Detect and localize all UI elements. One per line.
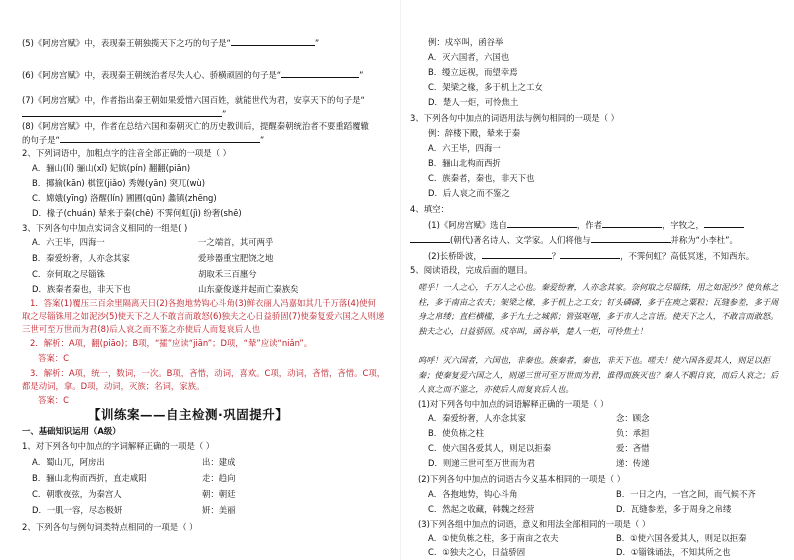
passage-paragraph-2: 呜呼！灭六国者，六国也，非秦也。族秦者，秦也，非天下也。嗟夫！使六国各爱其人，则足以拒秦；使秦复爱六国之人，则递三世可至万世而为君，谁得而族灭也？秦人不暇自哀，而后人哀之；后人哀之而不鉴之，亦使后人而复哀后人也。 <box>418 355 779 394</box>
question-7: (7)《阿房宫赋》中，作者指出秦王朝如果爱惜六国百姓，就能世代为君，安享天下的句子是“ <box>22 95 365 105</box>
s3-option-c: C．①独夫之心，日益骄固 <box>428 547 526 557</box>
q2-option-b: B．揶揄(kān) 棋筐(jiǎo) 秀嫚(yān) 突兀(wù) <box>32 178 205 188</box>
question-3-stem: 3、下列各句中加点实词含义相同的一组是( ) <box>22 223 188 233</box>
question-8: (8)《阿房宫赋》中，作者在总结六国和秦朝灭亡的历史教训后，提醒秦朝统治者不要重蹈覆辙 <box>22 121 369 131</box>
t1-option-d-gloss: 妍：美丽 <box>202 505 236 515</box>
answer-1-line-2: 取之尽锱铢用之如泥沙(5)使天下之人不敢言而敢怒(6)独夫之心日益骄固(7)使秦复爱六国之人则递 <box>22 311 385 321</box>
q3-option-d: D．族秦者秦也，非天下也 <box>32 284 131 294</box>
passage-paragraph-1: 嗟乎！一人之心，千万人之心也。秦爱纷奢，人亦念其家。奈何取之尽锱铢，用之如泥沙？使负栋之柱，多于南亩之农夫；架梁之椽，多于机上之工女；钉头磷磷，多于在庾之粟粒；瓦缝参差，多于周身之帛缕；直栏横槛，多于九土之城郭；管弦呕哑，多于市人之言语。使天下之人，不敢言而敢怒。独夫之心，日益骄固。戍卒叫，函谷举，楚人一炬，可怜焦土！ <box>418 282 779 336</box>
answer-1-line-3: 三世可至万世而为君(8)后人哀之而不鉴之亦使后人而复哀后人也 <box>22 324 260 334</box>
r3-option-b: B．骊山北构而西折 <box>428 158 501 168</box>
t1-option-a: A．蜀山兀，阿房出 <box>32 457 105 467</box>
s3-option-b: B．①使六国各爱其人，则足以拒秦 <box>616 533 747 543</box>
s2-option-c: C．然起之收藏，韩魏之经营 <box>428 504 535 514</box>
answer-3-result: 答案：C <box>38 395 69 405</box>
s1-option-c: C．使六国各爱其人，则足以拒秦 <box>428 443 552 453</box>
sub-question-2: (2)下列各句中加点的词语古今义基本相同的一项是（ ） <box>418 474 626 484</box>
training-section-title: 【训练案——自主检测·巩固提升】 <box>88 407 289 422</box>
question-2-stem: 2、下列词语中，加粗点字的注音全部正确的一项是（ ） <box>22 148 231 158</box>
question-8-blank: 的句子是“ ” <box>22 135 265 145</box>
q2-option-a: A．骊山(lí) 骊山(xǐ) 妃嫔(pín) 翻翻(piān) <box>32 163 191 173</box>
answer-3-analysis: 3．解析：A项，统一，数词，一次。B项，吝惜，动词，喜欢。C项，动词，吝惜，吝惜。C项， <box>30 368 386 378</box>
fill-1-line-2: (朝代)著名诗人、文学家。人们将他与 并称为“小李杜”。 <box>410 233 738 247</box>
s1-option-a: A．秦爱纷奢，人亦念其家 <box>428 413 526 423</box>
question-6: (6)《阿房宫赋》中，表现秦王朝统治者尽失人心、骄横顽固的句子是“ ” <box>22 70 364 80</box>
t1-option-b: B．骊山北构而西折，直走咸阳 <box>32 473 147 483</box>
sub-question-1: (1)对下列各句中加点的词语解释正确的一项是（ ） <box>418 399 609 409</box>
s1-option-b-gloss: 负：承担 <box>616 428 650 438</box>
column-gutter <box>400 0 401 560</box>
r3-option-a: A．六王毕，四海一 <box>428 143 501 153</box>
fill-2: (2)长桥卧波， ？ ，不霁何虹？高低冥迷，不知西东。 <box>428 251 755 261</box>
sub-question-3: (3)下列各组中加点的词语，意义和用法全部相同的一项是（ ） <box>418 519 651 529</box>
s3-option-a: A．①使负栋之柱，多于南亩之农夫 <box>428 533 559 543</box>
question-5: (5)《阿房宫赋》中，表现秦王朝独揽天下之巧的句子是“ ” <box>22 38 320 48</box>
answer-2-analysis: 2．解析：A项，翻(piāo)；B项，“攉”应读“jiān”；D项，“辇”应读“niǎn”。 <box>30 338 313 348</box>
q3-option-b-pair: 爱珍器重宝肥饶之地 <box>198 253 274 263</box>
question-4-fill: 4、填空： <box>410 204 449 214</box>
s2-option-b: B．一日之内，一宫之间，而气候不齐 <box>616 489 756 499</box>
section-basic-knowledge: 一、基础知识运用（A级） <box>22 426 121 436</box>
s3-option-d: D．①锱铢诵法，不知其所之也 <box>616 547 731 557</box>
example-sentence: 例：戍卒叫，函谷举 <box>428 37 504 47</box>
question-5-reading: 5、阅读语段，完成后面的题目。 <box>410 265 533 275</box>
s1-option-d: D．则递三世可至万世而为君 <box>428 458 535 468</box>
r3-option-d: D．后人哀之而不鉴之 <box>428 188 510 198</box>
s2-option-d: D．瓦缝参差，多于周身之帛缕 <box>616 504 732 514</box>
s1-option-d-gloss: 递：传递 <box>616 458 650 468</box>
answer-3-analysis-2: 都是动词，拿。D项，动词，灭族；名词，家族。 <box>22 381 205 391</box>
fill-1-line-1: (1)《阿房宫赋》选自 ，作者 ，字牧之， <box>428 218 744 232</box>
answer-1-line-1: 1．答案(1)覆压三百余里隔离天日(2)各抱地势钩心斗角(3)鲜衣丽人冯嘉如其几千万落(4)使何 <box>30 298 376 308</box>
t1-option-c-gloss: 朝：朝廷 <box>202 489 236 499</box>
question-3-right: 3、下列各句中加点的词语用法与例句相同的一项是（ ） <box>410 113 619 123</box>
t1-option-b-gloss: 走：趋向 <box>202 473 236 483</box>
answer-2-result: 答案：C <box>38 353 69 363</box>
training-question-1: 1、对下列各句中加点的字词解释正确的一项是（ ） <box>22 441 215 451</box>
training-question-2: 2、下列各句与例句词类特点相同的一项是（ ） <box>22 522 198 532</box>
s1-option-a-gloss: 念：顾念 <box>616 413 650 423</box>
t1-option-d: D．一肌一容，尽态极妍 <box>32 505 123 515</box>
q3-option-b: B．秦爱纷奢，人亦念其家 <box>32 253 130 263</box>
s1-option-c-gloss: 爱：吝惜 <box>616 443 650 453</box>
q3-option-c-pair: 胡取禾三百廛兮 <box>198 269 257 279</box>
r-option-c: C．架梁之椽，多于机上之工女 <box>428 82 543 92</box>
t1-option-c: C．朝歌夜弦，为秦宫人 <box>32 489 122 499</box>
r-option-d: D．楚人一炬，可怜焦土 <box>428 97 519 107</box>
t1-option-a-gloss: 出：建成 <box>202 457 236 467</box>
r3-option-c: C．族秦者，秦也，非天下也 <box>428 173 535 183</box>
q3-option-d-pair: 山东豪俊遂并起而亡秦族矣 <box>198 284 299 294</box>
s2-option-a: A．各抱地势，钩心斗角 <box>428 489 518 499</box>
s1-option-b: B．使负栋之柱 <box>428 428 484 438</box>
q2-option-c: C．嫦娥(yīng) 洛醒(lín) 圃圃(qūn) 蠡镇(zhēng) <box>32 193 217 203</box>
r-option-a: A．灭六国者，六国也 <box>428 52 510 62</box>
q3-option-c: C．奈何取之尽锱铢 <box>32 269 105 279</box>
q3-option-a-pair: 一之端首，其可两乎 <box>198 237 274 247</box>
example-3: 例：辞楼下殿，辇来于秦 <box>428 128 521 138</box>
r-option-b: B．缦立远视，而望幸焉 <box>428 67 518 77</box>
q2-option-d: D．椽子(chuán) 辇来于秦(chē) 不霁何虹(jì) 纷奢(shē) <box>32 208 242 218</box>
question-7-blank: ” <box>22 107 226 121</box>
q3-option-a: A．六王毕，四海一 <box>32 237 105 247</box>
